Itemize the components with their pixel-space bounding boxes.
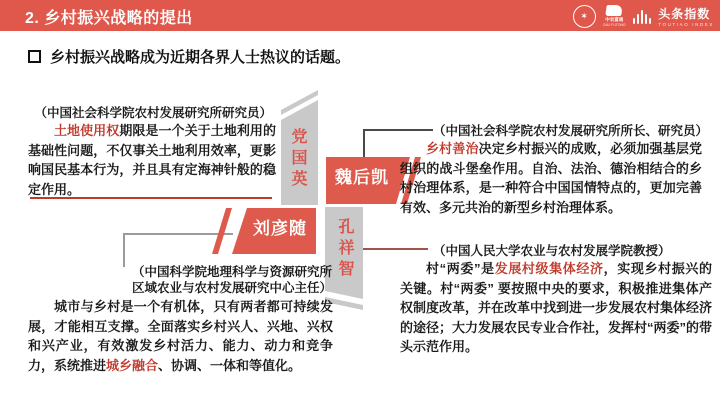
kong-highlight: 发展村级集体经济 (494, 261, 604, 276)
kong-quote-pre: 村“两委”是 (426, 261, 495, 276)
logo-group (573, 3, 714, 29)
dang-quote (28, 121, 276, 199)
wei-highlight: 乡村善治 (426, 141, 479, 156)
dang-highlight: 土地使用权 (54, 123, 120, 138)
cau-logo-name: 中农富通 (605, 17, 624, 22)
wei-quote-text: 决定乡村振兴的成败，必须加强基层党组织的战斗堡垒作用。自治、法治、德治相结合的乡村治理体系，是一种符合中国国情特点的，更加完善有效、多元共治的新型乡村治理体系。 (400, 141, 702, 215)
header-bar (0, 0, 720, 31)
cau-flag-icon (605, 5, 623, 16)
cau-futong-logo (603, 5, 626, 27)
university-seal-icon: ✶ (573, 5, 596, 28)
liu-affiliation (60, 264, 332, 296)
wei-name: 魏后凯 (335, 168, 389, 187)
liu-connector-vertical (123, 233, 125, 267)
wei-connector-vertical (363, 129, 365, 158)
liu-quote (28, 297, 333, 375)
liu-connector-horizontal (123, 233, 233, 235)
kong-quote (400, 259, 712, 357)
cau-logo-sub: CAU FUTONG (602, 23, 626, 27)
liu-quote-pre: 城市与乡村是一个有机体，只有两者都可持续发展，才能相互支撑。全面落实乡村兴人、兴地、兴权和兴产业，有效激发乡村活力、能力、动力和竞争力，系统推进 (28, 299, 333, 373)
bullet-row (28, 46, 350, 67)
wei-quote (400, 139, 702, 217)
bullet-text: 乡村振兴战略成为近期各界人士热议的话题。 (50, 49, 351, 66)
kong-affiliation: （中国人民大学农业与农村发展学院教授） (433, 244, 671, 258)
wei-connector-horizontal (363, 129, 433, 131)
page-title: 2. 乡村振兴战略的提出 (25, 10, 193, 27)
toutiao-index-logo (658, 5, 714, 27)
kong-connector-horizontal (363, 248, 428, 250)
toutiao-logo-sub: TOUTIAO INDEX (658, 22, 714, 27)
dang-underline (30, 197, 272, 199)
kong-name: 孔祥智 (336, 218, 353, 281)
dang-quote-text: 期限是一个关于土地利用的基础性问题，不仅事关土地利用效率，更影响国民基本行为，并且具有定海神针般的稳定作用。 (28, 123, 276, 197)
liu-affiliation-line2: 区域农业与农村发展研究中心主任） (131, 281, 332, 295)
kong-quote-post: ，实现乡村振兴的关键。村“两委” 要按照中央的要求，积极推进集体产权制度改革，并在改革中找到进一步发展农村集体经济的途径；大力发展农民专业合作社，发挥村“两委”的带头示范作用。 (400, 261, 713, 354)
dang-affiliation: （中国社会科学院农村发展研究所研究员） (34, 106, 272, 120)
square-bullet-icon (28, 50, 41, 63)
dang-name: 党国英 (289, 128, 306, 191)
liu-highlight: 城乡融合 (106, 357, 159, 373)
liu-affiliation-line1: （中国科学院地理科学与资源研究所 (131, 265, 332, 279)
liu-name: 刘彦随 (253, 219, 307, 238)
toutiao-logo-name: 头条指数 (658, 7, 711, 21)
wei-affiliation: （中国社会科学院农村发展研究所所长、研究员） (433, 124, 709, 138)
bar-chart-icon (633, 9, 652, 24)
liu-quote-post: 、协调、一体和等值化。 (158, 357, 302, 373)
